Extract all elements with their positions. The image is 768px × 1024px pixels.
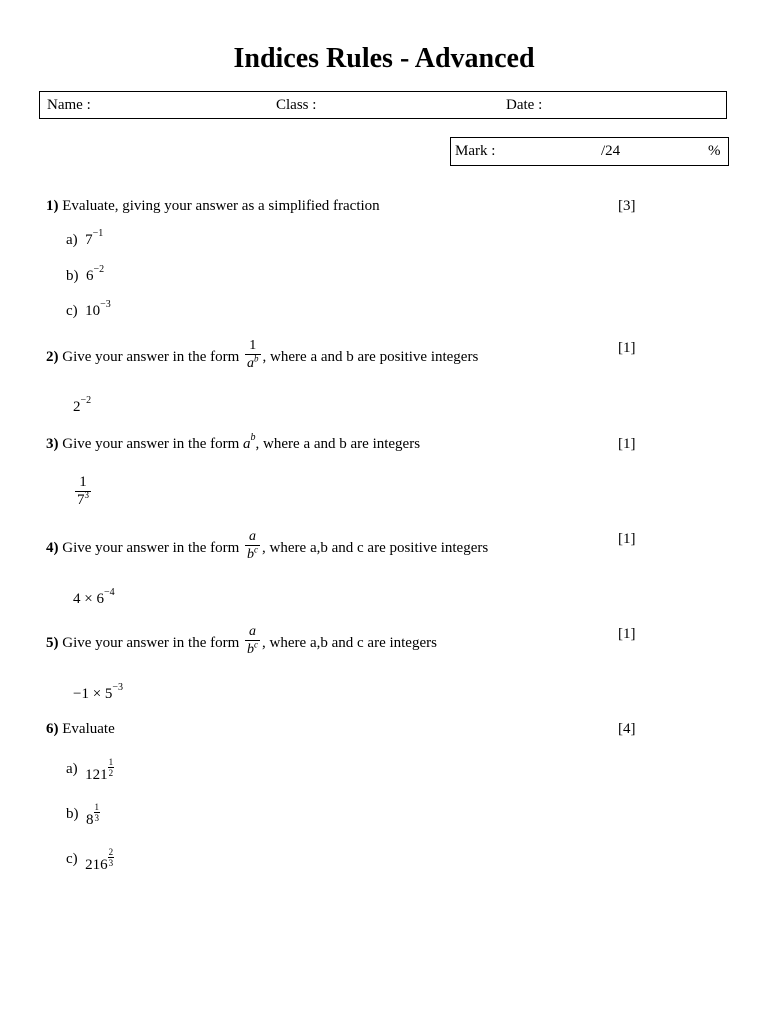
question-2-expression: $2^{-2}$ (73, 395, 92, 415)
question-5 (46, 626, 437, 661)
question-text-after: , where a and b are positive integers (262, 348, 479, 365)
question-number: 5) (46, 634, 59, 651)
question-2 (46, 340, 478, 375)
question-1-part-c (66, 299, 111, 320)
name-label: Name : (47, 97, 91, 113)
expression: $10^{-3}$ (85, 299, 111, 319)
mark-box (450, 137, 729, 166)
question-6-part-a (66, 757, 114, 783)
date-label: Date : (506, 97, 543, 113)
answer-form: $\frac{a}{b^c}$ (247, 624, 259, 657)
question-text-after: , where a,b and c are positive integers (262, 539, 489, 556)
expression: 121 $\frac{1}{2}$ (85, 757, 114, 783)
page-title: Indices Rules - Advanced (233, 43, 535, 74)
question-number: 6) (46, 721, 59, 737)
question-6 (46, 721, 115, 738)
student-info-box (39, 91, 727, 119)
part-label: b) (66, 806, 79, 822)
expression: $6^{-2}$ (86, 264, 105, 284)
answer-form: $\frac{1}{a^b}$ (247, 338, 259, 371)
question-marks: [1] (618, 340, 636, 356)
expression: 216 $\frac{2}{3}$ (85, 847, 114, 873)
question-text: Give your answer in the form (62, 436, 240, 452)
question-number: 1) (46, 198, 59, 214)
question-4 (46, 531, 488, 566)
class-label: Class : (276, 97, 317, 113)
part-label: a) (66, 232, 78, 248)
question-text-after: , where a and b are integers (255, 436, 421, 452)
question-number: 3) (46, 436, 59, 452)
question-4-expression: $4 \times 6^{-4}$ (73, 587, 115, 607)
question-1-part-b (66, 264, 105, 285)
question-number: 2) (46, 348, 59, 365)
question-marks: [1] (618, 436, 636, 452)
question-text: Give your answer in the form (62, 634, 240, 651)
question-6-part-b (66, 802, 100, 828)
question-1-part-a (66, 228, 104, 249)
mark-percent: % (708, 143, 721, 159)
question-marks: [1] (618, 626, 636, 642)
answer-form: $a^b$ (243, 432, 256, 452)
question-marks: [1] (618, 531, 636, 547)
question-marks: [3] (618, 198, 636, 214)
question-text: Evaluate, giving your answer as a simplified fraction (62, 198, 380, 214)
part-label: c) (66, 303, 78, 319)
question-text: Give your answer in the form (62, 539, 240, 556)
question-text: Evaluate (62, 721, 115, 737)
question-number: 4) (46, 539, 59, 556)
expression: $7^{-1}$ (85, 228, 104, 248)
question-6-part-c (66, 847, 114, 873)
expression: 8 $\frac{1}{3}$ (86, 802, 99, 828)
part-label: a) (66, 761, 78, 777)
mark-label: Mark : (455, 143, 496, 159)
question-text: Give your answer in the form (62, 348, 240, 365)
question-1 (46, 198, 380, 215)
part-label: c) (66, 851, 78, 867)
mark-total: /24 (601, 143, 621, 159)
question-5-expression: $-1 \times 5^{-3}$ (73, 682, 124, 702)
part-label: b) (66, 268, 79, 284)
question-3-expression: $\frac{1}{7^3}$ (77, 474, 89, 508)
answer-form: $\frac{a}{b^c}$ (247, 529, 259, 562)
question-text-after: , where a,b and c are integers (262, 634, 437, 651)
question-marks: [4] (618, 721, 636, 737)
question-3 (46, 432, 421, 453)
